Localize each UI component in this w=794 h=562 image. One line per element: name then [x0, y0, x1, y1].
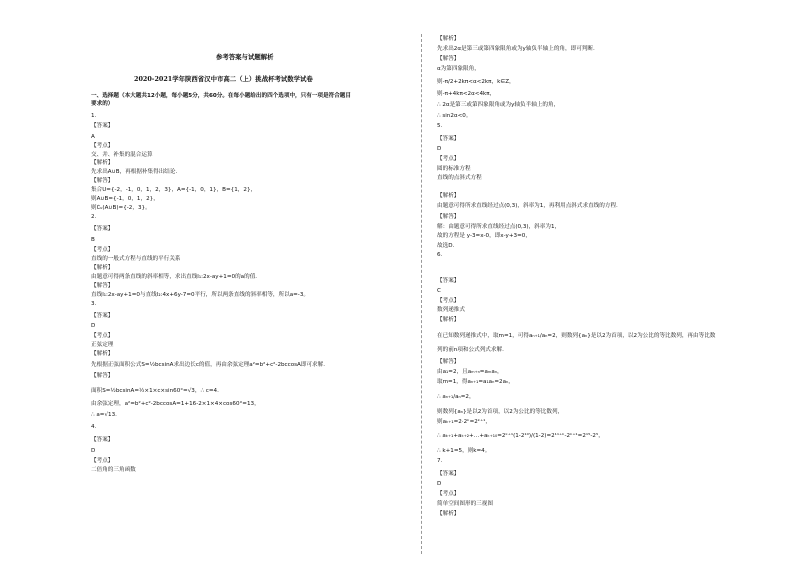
right-text-line: 【考点】 [437, 298, 460, 304]
right-text-line: 直线的点斜式方程 [437, 175, 482, 181]
left-text-line: 【答案】 [91, 313, 114, 319]
right-text-line: 5. [437, 123, 443, 129]
right-text-line: 取m=1，得aₙ₊₁=a₁aₙ=2aₙ， [437, 379, 514, 385]
left-text-line: 【答案】 [91, 123, 114, 129]
left-text-line: 则∁ᵤ(A∪B)={-2，3}。 [91, 205, 151, 211]
left-text-line: 【解析】 [91, 160, 114, 166]
right-text-line: C [437, 288, 441, 294]
right-text-line: 【解析】 [437, 36, 460, 42]
right-text-line: 【解答】 [437, 56, 460, 62]
right-text-line: 数列递推式 [437, 307, 465, 313]
left-text-line: 4. [91, 424, 97, 430]
left-text-line: 【答案】 [91, 226, 114, 232]
left-text-line: 先求出A∪B，再根据补集得出结论. [91, 169, 178, 175]
left-text-line: 要求的） [91, 101, 114, 107]
right-text-line: ∴ sin2α<0。 [437, 113, 472, 119]
right-text-line: 则aₖ₊₁=2·2ᵏ=2ᵏ⁺¹， [437, 419, 491, 425]
left-text-line: 由题意可得两条直线的斜率相等，求出直线l₁:2x-ay+1=0的a的值. [91, 274, 258, 280]
right-text-line: 则数列{aₙ}是以2为首项，以2为公比的等比数列， [437, 409, 564, 415]
left-text-line: 集合U={-2，-1，0，1，2，3}，A={-1，0，1}，B={1，2}， [91, 187, 257, 193]
left-text-line: 由余弦定理，a²=b²+c²-2bccosA=1+16-2×1×4×cos60°=13， [91, 401, 260, 407]
left-text-line: 【解答】 [91, 373, 114, 379]
left-text-line: 【考点】 [91, 247, 114, 253]
right-text-line: 圆的标准方程 [437, 166, 471, 172]
right-text-line: 6. [437, 252, 443, 258]
left-text-line: 二倍角的三角函数 [91, 467, 136, 473]
right-text-line: D [437, 481, 442, 487]
right-text-line: 则-π/2+2kπ<α<2kπ，k∈Z， [437, 79, 515, 85]
left-text-line: 【解答】 [91, 283, 114, 289]
right-text-line: 故选D. [437, 243, 455, 249]
left-text-line: 3. [91, 301, 97, 307]
left-text-line: 【考点】 [91, 458, 114, 464]
right-text-line: α为第四象限角， [437, 66, 480, 72]
left-text-line: ∴ a=√13. [91, 412, 117, 418]
left-text-line: 【答案】 [91, 437, 114, 443]
right-text-line: ∴ aₖ₊₁+aₖ₊₂+…+aₖ₊₁₀=2ᵏ⁺¹(1-2¹⁰)/(1-2)=2¹¹⁺ᵏ-2ᵏ⁺¹=2¹⁵-2⁵， [437, 433, 604, 439]
right-text-line: 【考点】 [437, 491, 460, 497]
right-text-line: 【考点】 [437, 156, 460, 162]
right-text-line: 在已知数列递推式中，取m=1，可得aₙ₊₁/aₙ=2，则数列{aₙ}是以2为首项，以2为公比的等比数列，再由等比数 [437, 333, 716, 339]
left-text-line: 【解析】 [91, 351, 114, 357]
right-text-line: ∴ 2α是第三或第四象限角或为y轴负半轴上的角， [437, 102, 560, 108]
left-text-line: 【考点】 [91, 333, 114, 339]
right-text-line: 【解答】 [437, 214, 460, 220]
right-text-line: 【解析】 [437, 193, 460, 199]
left-text-line: A [91, 134, 95, 140]
left-text-line: D [91, 323, 96, 329]
right-text-line: 则-π+4kπ<2α<4kπ， [437, 91, 496, 97]
left-text-line: 先根据正弦面积公式S=½bcsinA求出边长c的值，再由余弦定理a²=b²+c²-2bccosA即可求解. [91, 362, 326, 368]
left-text-line: 2020-2021学年陕西省汉中市高二（上）挑战杯考试数学试卷 [134, 75, 313, 83]
right-text-line: 列的前n项和公式列式求解. [437, 347, 504, 353]
right-text-line: 【答案】 [437, 278, 460, 284]
right-text-line: 【答案】 [437, 136, 460, 142]
left-text-line: 交、并、补集的混合运算 [91, 152, 153, 158]
right-text-line: 【解析】 [437, 511, 460, 517]
right-text-line: 解：由题意可得所求直线经过点(0,3)，斜率为1， [437, 224, 561, 230]
right-text-line: ∴ aₙ₊₁/aₙ=2， [437, 394, 475, 400]
right-text-line: 由a₁=2，且aₘ₊ₙ=aₘaₙ， [437, 369, 503, 375]
left-text-line: 参考答案与试题解析 [216, 53, 274, 61]
left-text-line: 正弦定理 [91, 342, 114, 348]
right-text-line: D [437, 146, 442, 152]
left-text-line: 【考点】 [91, 143, 114, 149]
right-text-line: 故的方程是 y-3=x-0，即x-y+3=0， [437, 233, 531, 239]
right-text-line: 7. [437, 458, 443, 464]
left-text-line: D [91, 448, 96, 454]
left-text-line: 2. [91, 214, 97, 220]
left-text-line: B [91, 237, 95, 243]
right-text-line: 由题意可得所求直线经过点(0,3)，斜率为1，再利用点斜式求直线的方程. [437, 203, 618, 209]
right-text-line: ∴ k+1=5，则k=4。 [437, 448, 491, 454]
right-text-line: 【解析】 [437, 317, 460, 323]
left-text-line: 直线l₁:2x-ay+1=0与直线l₂:4x+6y-7=0平行，所以两条直线的斜率相等，所以a=-3。 [91, 292, 309, 298]
right-text-line: 先求出2α是第三或第四象限角或为y轴负半轴上的角，即可判断. [437, 46, 595, 52]
left-text-line: 1. [91, 113, 97, 119]
right-text-line: 【答案】 [437, 471, 460, 477]
left-text-line: 一、选择题（本大题共12小题，每小题5分，共60分。在每小题给出的四个选项中，只有一项是符合题目 [91, 93, 351, 99]
left-text-line: 【解答】 [91, 178, 114, 184]
left-text-line: 面积S=½bcsinA=½×1×c×sin60°=√3，∴ c=4. [91, 388, 219, 394]
column-divider [421, 34, 422, 554]
left-text-line: 直线的一般式方程与直线的平行关系 [91, 256, 181, 262]
right-text-line: 简单空间图形的三视图 [437, 501, 493, 507]
left-text-line: 【解析】 [91, 265, 114, 271]
left-text-line: 则A∪B={-1，0，1，2}， [91, 196, 159, 202]
right-text-line: 【解答】 [437, 359, 460, 365]
